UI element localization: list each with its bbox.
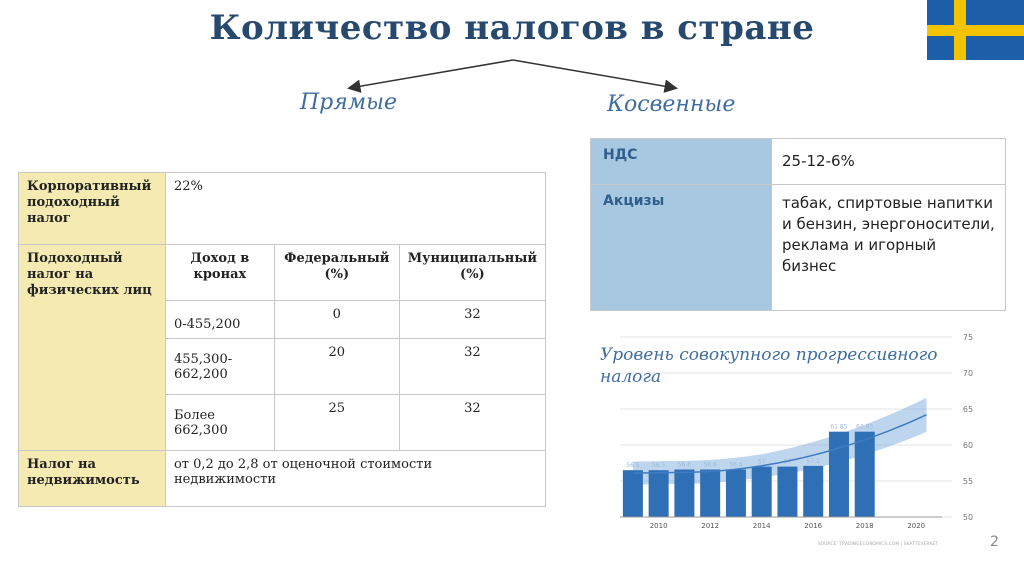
federal-cell: 20 bbox=[274, 339, 399, 395]
federal-cell: 0 bbox=[274, 301, 399, 339]
x-tick-label: 2020 bbox=[907, 522, 926, 530]
bar-value-label: 56.5 bbox=[626, 462, 640, 470]
bar-value-label: 61.85 bbox=[856, 423, 874, 431]
corporate-tax-value: 22% bbox=[165, 173, 545, 245]
bar bbox=[674, 469, 694, 517]
bar-value-label: 56.5 bbox=[651, 462, 666, 470]
bar bbox=[855, 432, 875, 517]
x-tick-label: 2018 bbox=[855, 522, 874, 530]
y-tick-label: 70 bbox=[962, 369, 974, 378]
vat-value: 25-12-6% bbox=[772, 139, 1006, 185]
indirect-taxes-heading: Косвенные bbox=[607, 92, 736, 117]
municipal-cell: 32 bbox=[399, 395, 545, 451]
property-tax-label: Налог на недвижимость bbox=[19, 451, 166, 507]
bar-value-label: 56.6 bbox=[703, 461, 717, 469]
bar-value-label: 56.6 bbox=[729, 461, 743, 469]
bar-value-label: 57.1 bbox=[806, 457, 820, 465]
bar bbox=[700, 469, 720, 517]
personal-tax-label: Подоходный налог на физических лиц bbox=[19, 245, 166, 451]
chart-title: Уровень совокупного прогрессивного налога bbox=[600, 345, 938, 387]
bar bbox=[623, 470, 643, 517]
federal-header: Федеральный (%) bbox=[274, 245, 399, 301]
y-tick-label: 60 bbox=[962, 441, 974, 450]
income-header: Доход в кронах bbox=[165, 245, 274, 301]
vat-label: НДС bbox=[591, 139, 772, 185]
x-tick-label: 2012 bbox=[701, 522, 720, 530]
y-tick-label: 75 bbox=[962, 333, 974, 342]
corporate-tax-label: Корпоративный подоходный налог bbox=[19, 173, 166, 245]
x-tick-label: 2010 bbox=[649, 522, 668, 530]
x-tick-label: 2014 bbox=[752, 522, 771, 530]
x-tick-label: 2016 bbox=[804, 522, 823, 530]
bar bbox=[726, 469, 746, 517]
indirect-taxes-table bbox=[590, 138, 1006, 311]
arrow-right bbox=[513, 60, 675, 88]
property-tax-value: от 0,2 до 2,8 от оценочной стоимости недвижимости bbox=[165, 451, 545, 507]
arrow-left bbox=[350, 60, 513, 88]
sweden-flag-icon bbox=[927, 0, 1024, 60]
federal-cell: 25 bbox=[274, 395, 399, 451]
bar-value-label: 61.85 bbox=[830, 423, 848, 431]
municipal-cell: 32 bbox=[399, 339, 545, 395]
y-tick-label: 65 bbox=[962, 405, 974, 414]
bar-value-label: 57 bbox=[757, 458, 766, 466]
direct-taxes-heading: Прямые bbox=[300, 90, 398, 115]
bar bbox=[829, 432, 849, 517]
municipal-cell: 32 bbox=[399, 301, 545, 339]
y-tick-label: 50 bbox=[962, 513, 974, 522]
bar bbox=[777, 467, 797, 517]
chart-source: SOURCE: TRADINGECONOMICS.COM | SKATTEVERKET bbox=[817, 542, 938, 547]
table-row bbox=[591, 139, 1006, 185]
page-title: Количество налогов в стране bbox=[209, 8, 815, 48]
bar-value-label: 56.6 bbox=[677, 461, 692, 469]
table-row bbox=[591, 185, 1006, 311]
bar bbox=[752, 467, 772, 517]
excise-label: Акцизы bbox=[591, 185, 772, 311]
income-cell: 0-455,200 bbox=[165, 301, 274, 339]
bar bbox=[803, 466, 823, 517]
y-tick-label: 55 bbox=[962, 477, 974, 486]
municipal-header: Муниципальный (%) bbox=[399, 245, 545, 301]
income-cell: Более 662,300 bbox=[165, 395, 274, 451]
bar-value-label: 57 bbox=[783, 458, 792, 466]
direct-taxes-table bbox=[18, 172, 546, 507]
income-cell: 455,300-662,200 bbox=[165, 339, 274, 395]
excise-value: табак, спиртовые напитки и бензин, энергоносители, реклама и игорный бизнес bbox=[772, 185, 1006, 311]
bar bbox=[649, 470, 669, 517]
page-number: 2 bbox=[990, 534, 999, 550]
